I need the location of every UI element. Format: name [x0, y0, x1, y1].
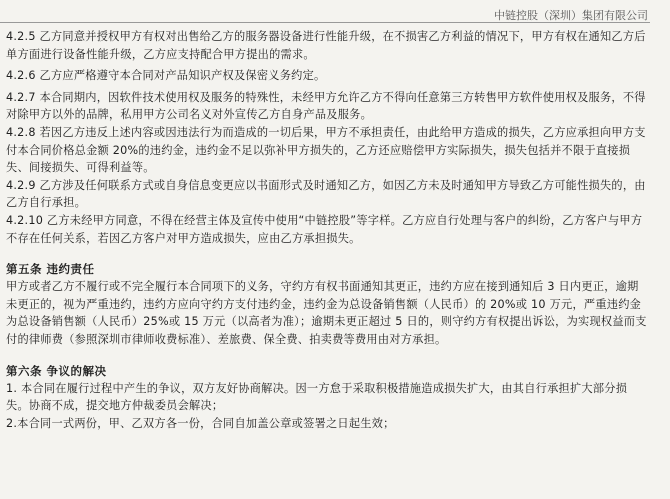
section-6-item-1: 1. 本合同在履行过程中产生的争议，双方友好协商解决。因一方怠于采取积极措施造成损失扩大，由其自行承担扩大部分损失。协商不成，提交地方仲裁委员会解决；	[6, 381, 628, 413]
section-5-title: 第五条 违约责任	[6, 262, 95, 277]
section-6-item-2: 2.本合同一式两份，甲、乙双方各一份，合同自加盖公章或签署之日起生效；	[6, 416, 395, 430]
section-6-title: 第六条 争议的解决	[6, 363, 107, 378]
contract-content	[6, 28, 648, 432]
clause-4-2-6: 4.2.6 乙方应严格遵守本合同对产品知识产权及保密义务约定。	[6, 69, 326, 83]
clause-4-2-9: 4.2.9 乙方涉及任何联系方式或自身信息变更应以书面形式及时通知乙方，如因乙方未及时通知甲方导致乙方可能性损失的，由乙方自行承担。	[6, 178, 646, 210]
clause-4-2-10: 4.2.10 乙方未经甲方同意，不得在经营主体及宣传中使用“中链控股”等字样。乙方应自行处理与客户的纠纷，乙方客户与甲方不存在任何关系，若因乙方客户对甲方造成损失，应由乙方承担损失。	[6, 213, 643, 245]
company-header: 中链控股（深圳）集团有限公司	[494, 9, 648, 22]
section-5-body: 甲方或者乙方不履行或不完全履行本合同项下的义务，守约方有权书面通知其更正，违约方应在接到通知后 3 日内更正，逾期未更正的，视为严重违约，违约方应向守约方支付违约金，违约金为总设备销售额（人民币）的 20%或 10 万元，严重违约金为总设备销售额（人民币）25%或 15 万元（以高者为准）；逾期未更正超过 5 日的，则守约方有权提出诉讼，为实现权益而支付的律师费（参照深圳市律师收费标准）、差旅费、保全费、拍卖费等费用由对方承担。	[6, 280, 647, 346]
header-divider	[0, 22, 650, 23]
clause-4-2-7: 4.2.7 本合同期内，因软件技术使用权及服务的特殊性，未经甲方允许乙方不得向任意第三方转售甲方软件使用权及服务，不得对除甲方以外的品牌，私用甲方公司名义对外宣传乙方自身产品及服务。	[6, 90, 646, 122]
clause-4-2-8: 4.2.8 若因乙方违反上述内容或因违法行为而造成的一切后果，甲方不承担责任，由此给甲方造成的损失，乙方应承担向甲方支付本合同价格总金额 20%的违约金，违约金不足以弥补甲方损失的，乙方还应赔偿甲方实际损失，损失包括并不限于直接损失、间接损失、可得利益等。	[6, 125, 646, 175]
clause-4-2-5: 4.2.5 乙方同意并授权甲方有权对出售给乙方的服务器设备进行性能升级，在不损害乙方利益的情况下，甲方有权在通知乙方后单方面进行设备性能升级，乙方应支持配合甲方提出的需求。	[6, 30, 646, 61]
